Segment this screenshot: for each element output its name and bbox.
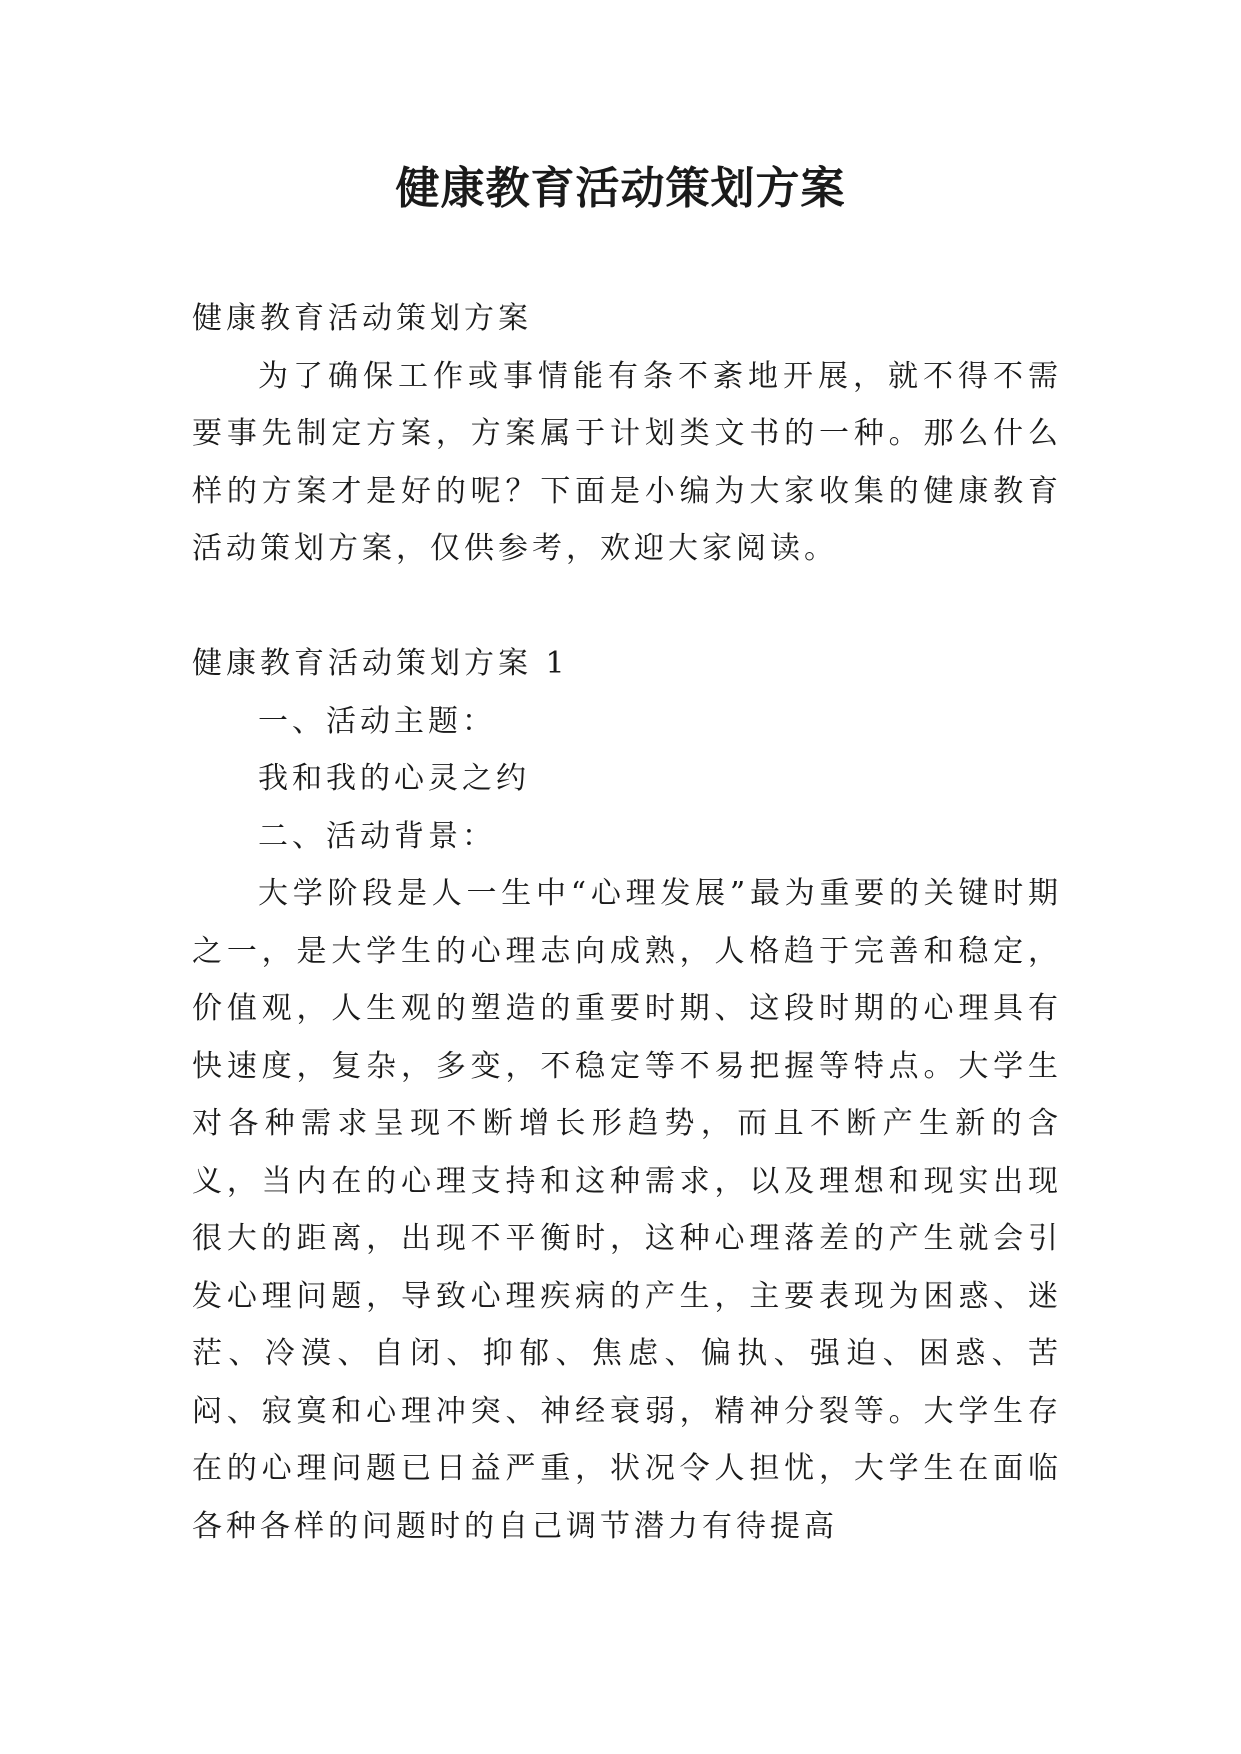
background-label: 二、活动背景： [258,818,496,854]
theme-label: 一、活动主题： [258,703,496,739]
document-body [192,290,1062,1555]
intro-paragraph: 为了确保工作或事情能有条不紊地开展，就不得不需要事先制定方案，方案属于计划类文书的一种。那么什么样的方案才是好的呢？下面是小编为大家收集的健康教育活动策划方案，仅供参考，欢迎大家阅读。 [192,358,1062,566]
background-paragraph: 大学阶段是人一生中“心理发展”最为重要的关键时期之一，是大学生的心理志向成熟，人格趋于完善和稳定，价值观，人生观的塑造的重要时期、这段时期的心理具有快速度，复杂，多变，不稳定等不易把握等特点。大学生对各种需求呈现不断增长形趋势，而且不断产生新的含义，当内在的心理支持和这种需求，以及理想和现实出现很大的距离，出现不平衡时，这种心理落差的产生就会引发心理问题，导致心理疾病的产生，主要表现为困惑、迷茫、冷漠、自闭、抑郁、焦虑、偏执、强迫、困惑、苦闷、寂寞和心理冲突、神经衰弱，精神分裂等。大学生存在的心理问题已日益严重，状况令人担忧，大学生在面临各种各样的问题时的自己调节潜力有待提高 [192,876,1062,1544]
theme-value: 我和我的心灵之约 [258,761,530,796]
section1-heading: 健康教育活动策划方案 1 [192,646,569,681]
document-title: 健康教育活动策划方案 [395,163,846,214]
section-spacer [192,578,1062,636]
intro-heading: 健康教育活动策划方案 [192,301,532,336]
